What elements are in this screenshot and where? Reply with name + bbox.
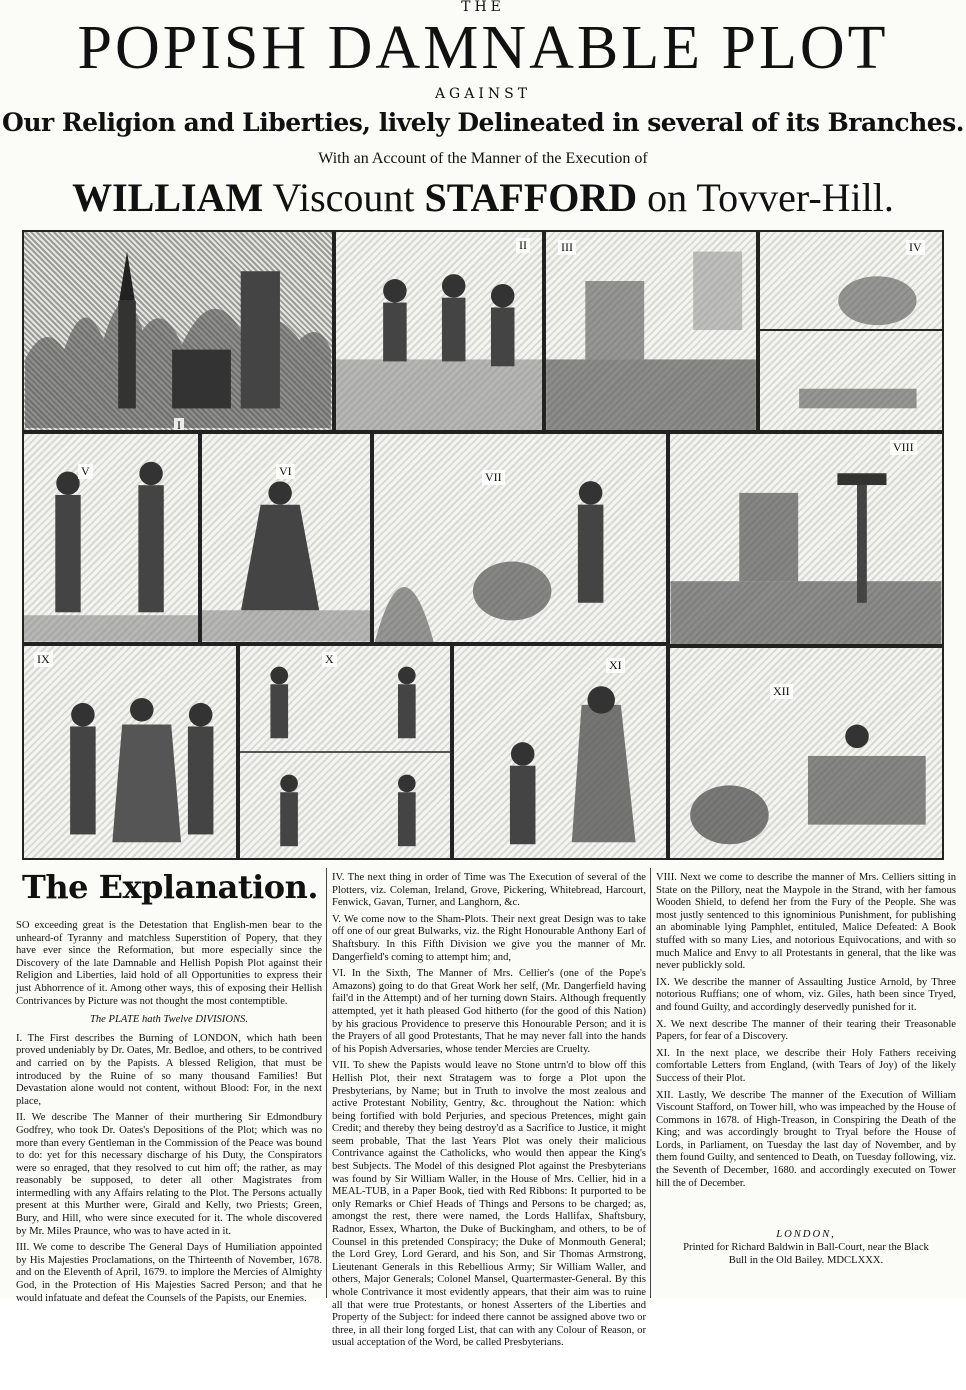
plate-v-illustration xyxy=(24,434,198,642)
explanation-item-vii: VII. To shew the Papists would leave no Stone untrn'd to blow off this Hellish Plot, their next Stratagem was to forge a Plot upon the Presbyterians, by Name; but in Truth to involve the most zealous and active Protestant Nobility, Gentry, &c. throughout the Nation: which being fortified with bold Perjuries, and specious Pretences, might gain Credit; and thereby they being destroy'd as a Sacrifice to Justice, it might seem probable, That the last Years Plot was onely their malicious Contrivance against the Catholicks, who would then appear the King's best Subjects. The Model of this designed Plot against the Presbyterians was found by Sir William Waller, in the House of Mrs. Cellier, hid in a MEAL-TUB, in a Paper Book, tied with Red Ribbons: It purported to be only Remarks or Chief Heads of Things and Persons to be charged; as, amongst the rest, there were named, the Lords Hallifax, Shaftsbury, Radnor, Essex, Wharton, the Duke of Buckingham, and others, to be of Counsel in this pretended Conspiracy; the Duke of Monmouth General; the Lord Grey, Lord Gerard, and his Son, and Sir Thomas Armstrong, Lieutenant Generals in this Rebellious Army; Sir William Waller, and others, Major Generals; Colonel Mansel, Quartermaster-General. By this whole Contrivance it most evidently appears, that their aim was to ruine all that were true Protestants, or honest Asserters of the Liberties and Property of the Subject: for indeed there cannot be assigned above two or three, in all their long forged List, that can with any Colour of Reason, or usual acceptation of the Word, be called Presbyterians. xyxy=(332,1060,646,1349)
plate-x-number: X xyxy=(322,652,337,667)
plate-ix-illustration xyxy=(24,646,236,858)
explanation-title: The Explanation. xyxy=(22,868,318,906)
column-divider-1 xyxy=(326,868,327,1298)
text-column-2 xyxy=(332,872,646,1354)
explanation-item-viii: VIII. Next we come to describe the manner of Mrs. Celliers sitting in State on the Pillory, neat the Maypole in the Strand, with her famous Wooden Shield, to defend her from the Fury of the People. She was most justly sentenced to this ignominious Punishment, for publishing an abominable lying Pamphlet, entituled, Malice Defeated: A Book stuffed with so many Lies, and notorious Equivocations, and with so much Malice and Envy to all Protestants in general, that the like was never publickly sold. xyxy=(656,872,956,972)
plate-xii-execution-of-stafford xyxy=(668,646,944,860)
plate-x-illustration xyxy=(240,646,450,858)
header-against: AGAINST xyxy=(434,86,532,102)
explanation-item-vi: VI. In the Sixth, The Manner of Mrs. Cellier's (one of the Pope's Amazons) going to do that Great Work her self, (Mr. Dangerfield having fail'd in the Attempt) and of her turning down Stairs. Although frequently attempted, yet it hath pleased God hitherto (for the good of this Nation) by his gracious Providence to preserve this Honourable Person; and it is the Prayers of all good Protestants, That he may never fall into the hands of his Popish Adversaries, whose tender Mercies are Cruelty. xyxy=(332,968,646,1055)
plate-i-burning-of-london xyxy=(22,230,334,432)
plate-v-sham-plots xyxy=(22,432,200,644)
plate-iii-number: III xyxy=(558,240,576,255)
plate-iv-execution-of-plotters xyxy=(758,230,944,432)
plate-vii-illustration xyxy=(374,434,666,642)
explanation-item-i: I. The First describes the Burning of LONDON, which hath been proved undeniably by Dr. Oates, Mr. Bedloe, and others, to be contrived and carried on by the Papists. A blessed Religion, that must be introduced by the Ruine of so many thousand Families! But Devastation alone would not content, without Blood: For, in the next place, xyxy=(16,1032,322,1107)
explanation-item-xi: XI. In the next place, we describe their Holy Fathers receiving comfortable Letters from England, (with Tears of Joy) of the likely Success of their Plot. xyxy=(656,1047,956,1084)
plate-xi-illustration xyxy=(454,646,666,858)
imprint-city: LONDON, xyxy=(776,1229,836,1240)
explanation-item-iv: IV. The next thing in order of Time was The Execution of several of the Plotters, viz. Coleman, Ireland, Grove, Pickering, Whitebread, Harcourt, Fenwick, Gavan, Turner, and Langhorn, &c. xyxy=(332,872,646,909)
plate-ii-murder-of-godfrey xyxy=(334,230,544,432)
plate-x-tearing-papers xyxy=(238,644,452,860)
explanation-item-ii: II. We describe The Manner of their murthering Sir Edmondbury Godfrey, who took Dr. Oates's Depositions of the Plot; which was no more than every Gentleman in the Commission of the Peace was bound to do: yet for this necessary discharge of his Duty, the Conspirators were so enraged, that they resolved to cut him off; the rather, as may reasonably be supposed, to deter all other Magistrates from intermedling with any Affairs relating to the Plot. The Persons actually present at this Murther were, Girald and Kelly, two Priests; Green, Bury, and Hill, who were since executed for it. The whole discovered by Mr. Miles Praunce, who was to have acted in it. xyxy=(16,1112,322,1237)
plate-ii-number: II xyxy=(516,238,530,253)
explanation-intro: SO exceeding great is the Detestation that English-men bear to the unheard-of Tyranny and matchless Superstition of Popery, that they have ever since the Reformation, but more especially since the Discovery of the late Damnable and Hellish Popish Plot against their Religion and Liberties, laid hold of all Opportunities to express their just Abhorrence of it. Among other ways, this of exposing their Hellish Contrivances by Picture was not thought the most contemptible. xyxy=(16,920,322,1007)
explanation-item-x: X. We next describe The manner of their tearing their Treasonable Papers, for fear of a Discovery. xyxy=(656,1018,956,1043)
plate-xi-pope-receiving-letters xyxy=(452,644,668,860)
plate-iv-number: IV xyxy=(906,240,925,255)
plate-i-number: I xyxy=(174,418,184,432)
plate-xii-illustration xyxy=(670,648,942,858)
printer-imprint xyxy=(656,1228,956,1267)
text-column-1 xyxy=(16,920,322,1309)
plate-ix-assault-on-arnold xyxy=(22,644,238,860)
plate-iii-days-of-humiliation xyxy=(544,230,758,432)
plate-viii-number: VIII xyxy=(890,440,917,455)
explanation-item-iii: III. We come to describe The General Days of Humiliation appointed by His Majesties Proclamations, on the Thirteenth of November, 1678. and on the Eleventh of April, 1679. to implore the Mercies of Almighty God, in the Protection of His Majesties Sacred Person; and that he would infatuate and defeat the Counsels of the Papists, our Enemies. xyxy=(16,1242,322,1304)
plate-viii-pillory xyxy=(668,432,944,646)
plate-iii-illustration xyxy=(546,232,756,430)
plate-viii-illustration xyxy=(670,434,942,644)
header-the: THE xyxy=(461,0,505,15)
imprint-line-2: Bull in the Old Bailey. MDCLXXX. xyxy=(728,1255,884,1266)
imprint-line-1: Printed for Richard Baldwin in Ball-Court, near the Black xyxy=(683,1242,929,1253)
plate-iv-illustration xyxy=(760,232,942,430)
header-name-william: WILLIAM xyxy=(72,175,264,220)
header-name-viscount: Viscount xyxy=(272,175,415,220)
plate-xii-number: XII xyxy=(770,684,793,699)
page-title: POPISH DAMNABLE PLOT xyxy=(77,14,889,82)
plate-ix-number: IX xyxy=(34,652,53,667)
plate-divisions-heading: The PLATE hath Twelve DIVISIONS. xyxy=(89,1014,248,1026)
column-divider-2 xyxy=(650,868,651,1298)
plate-vii-meal-tub xyxy=(372,432,668,644)
header-subtitle: Our Religion and Liberties, lively Delineated in several of its Branches. xyxy=(2,108,964,137)
header-name-tower-hill: on Tovver-Hill. xyxy=(647,175,894,220)
plate-v-number: V xyxy=(78,464,93,479)
header-with-account: With an Account of the Manner of the Execution of xyxy=(318,150,648,167)
plate-vii-number: VII xyxy=(482,470,505,485)
header-name xyxy=(0,174,966,222)
header-name-stafford: STAFFORD xyxy=(424,175,638,220)
plate-xi-number: XI xyxy=(606,658,625,673)
plate-vi-mrs-cellier xyxy=(200,432,372,644)
plate-ii-illustration xyxy=(336,232,542,430)
explanation-item-xii: XII. Lastly, We describe The manner of the Execution of William Viscount Stafford, on Tower hill, who was impeached by the House of Commons in 1678. of High-Treason, in Conspiring the Death of the King; and was accordingly brought to Tryal before the House of Lords, in Parliament, on Tuesday the last day of November, and by them found Guilty, and sentenced to Death, on Tuesday following, viz. the Seventh of December, 1680. and accordingly executed on Tower hill the of December. xyxy=(656,1089,957,1189)
explanation-item-ix: IX. We describe the manner of Assaulting Justice Arnold, by Three notorious Ruffians; one of whom, viz. Giles, hath been since Tryed, and found Guilty, and accordingly deservedly punished for it. xyxy=(656,976,956,1013)
text-column-3 xyxy=(656,872,956,1194)
plate-i-illustration xyxy=(24,232,332,430)
explanation-item-v: V. We come now to the Sham-Plots. Their next great Design was to take off one of our great Bulwarks, viz. the Right Honourable Anthony Earl of Shaftsbury. In this Fifth Division we give you the manner of Mr. Dangerfield's coming to attempt him; and, xyxy=(332,913,646,963)
plate-vi-number: VI xyxy=(276,464,295,479)
